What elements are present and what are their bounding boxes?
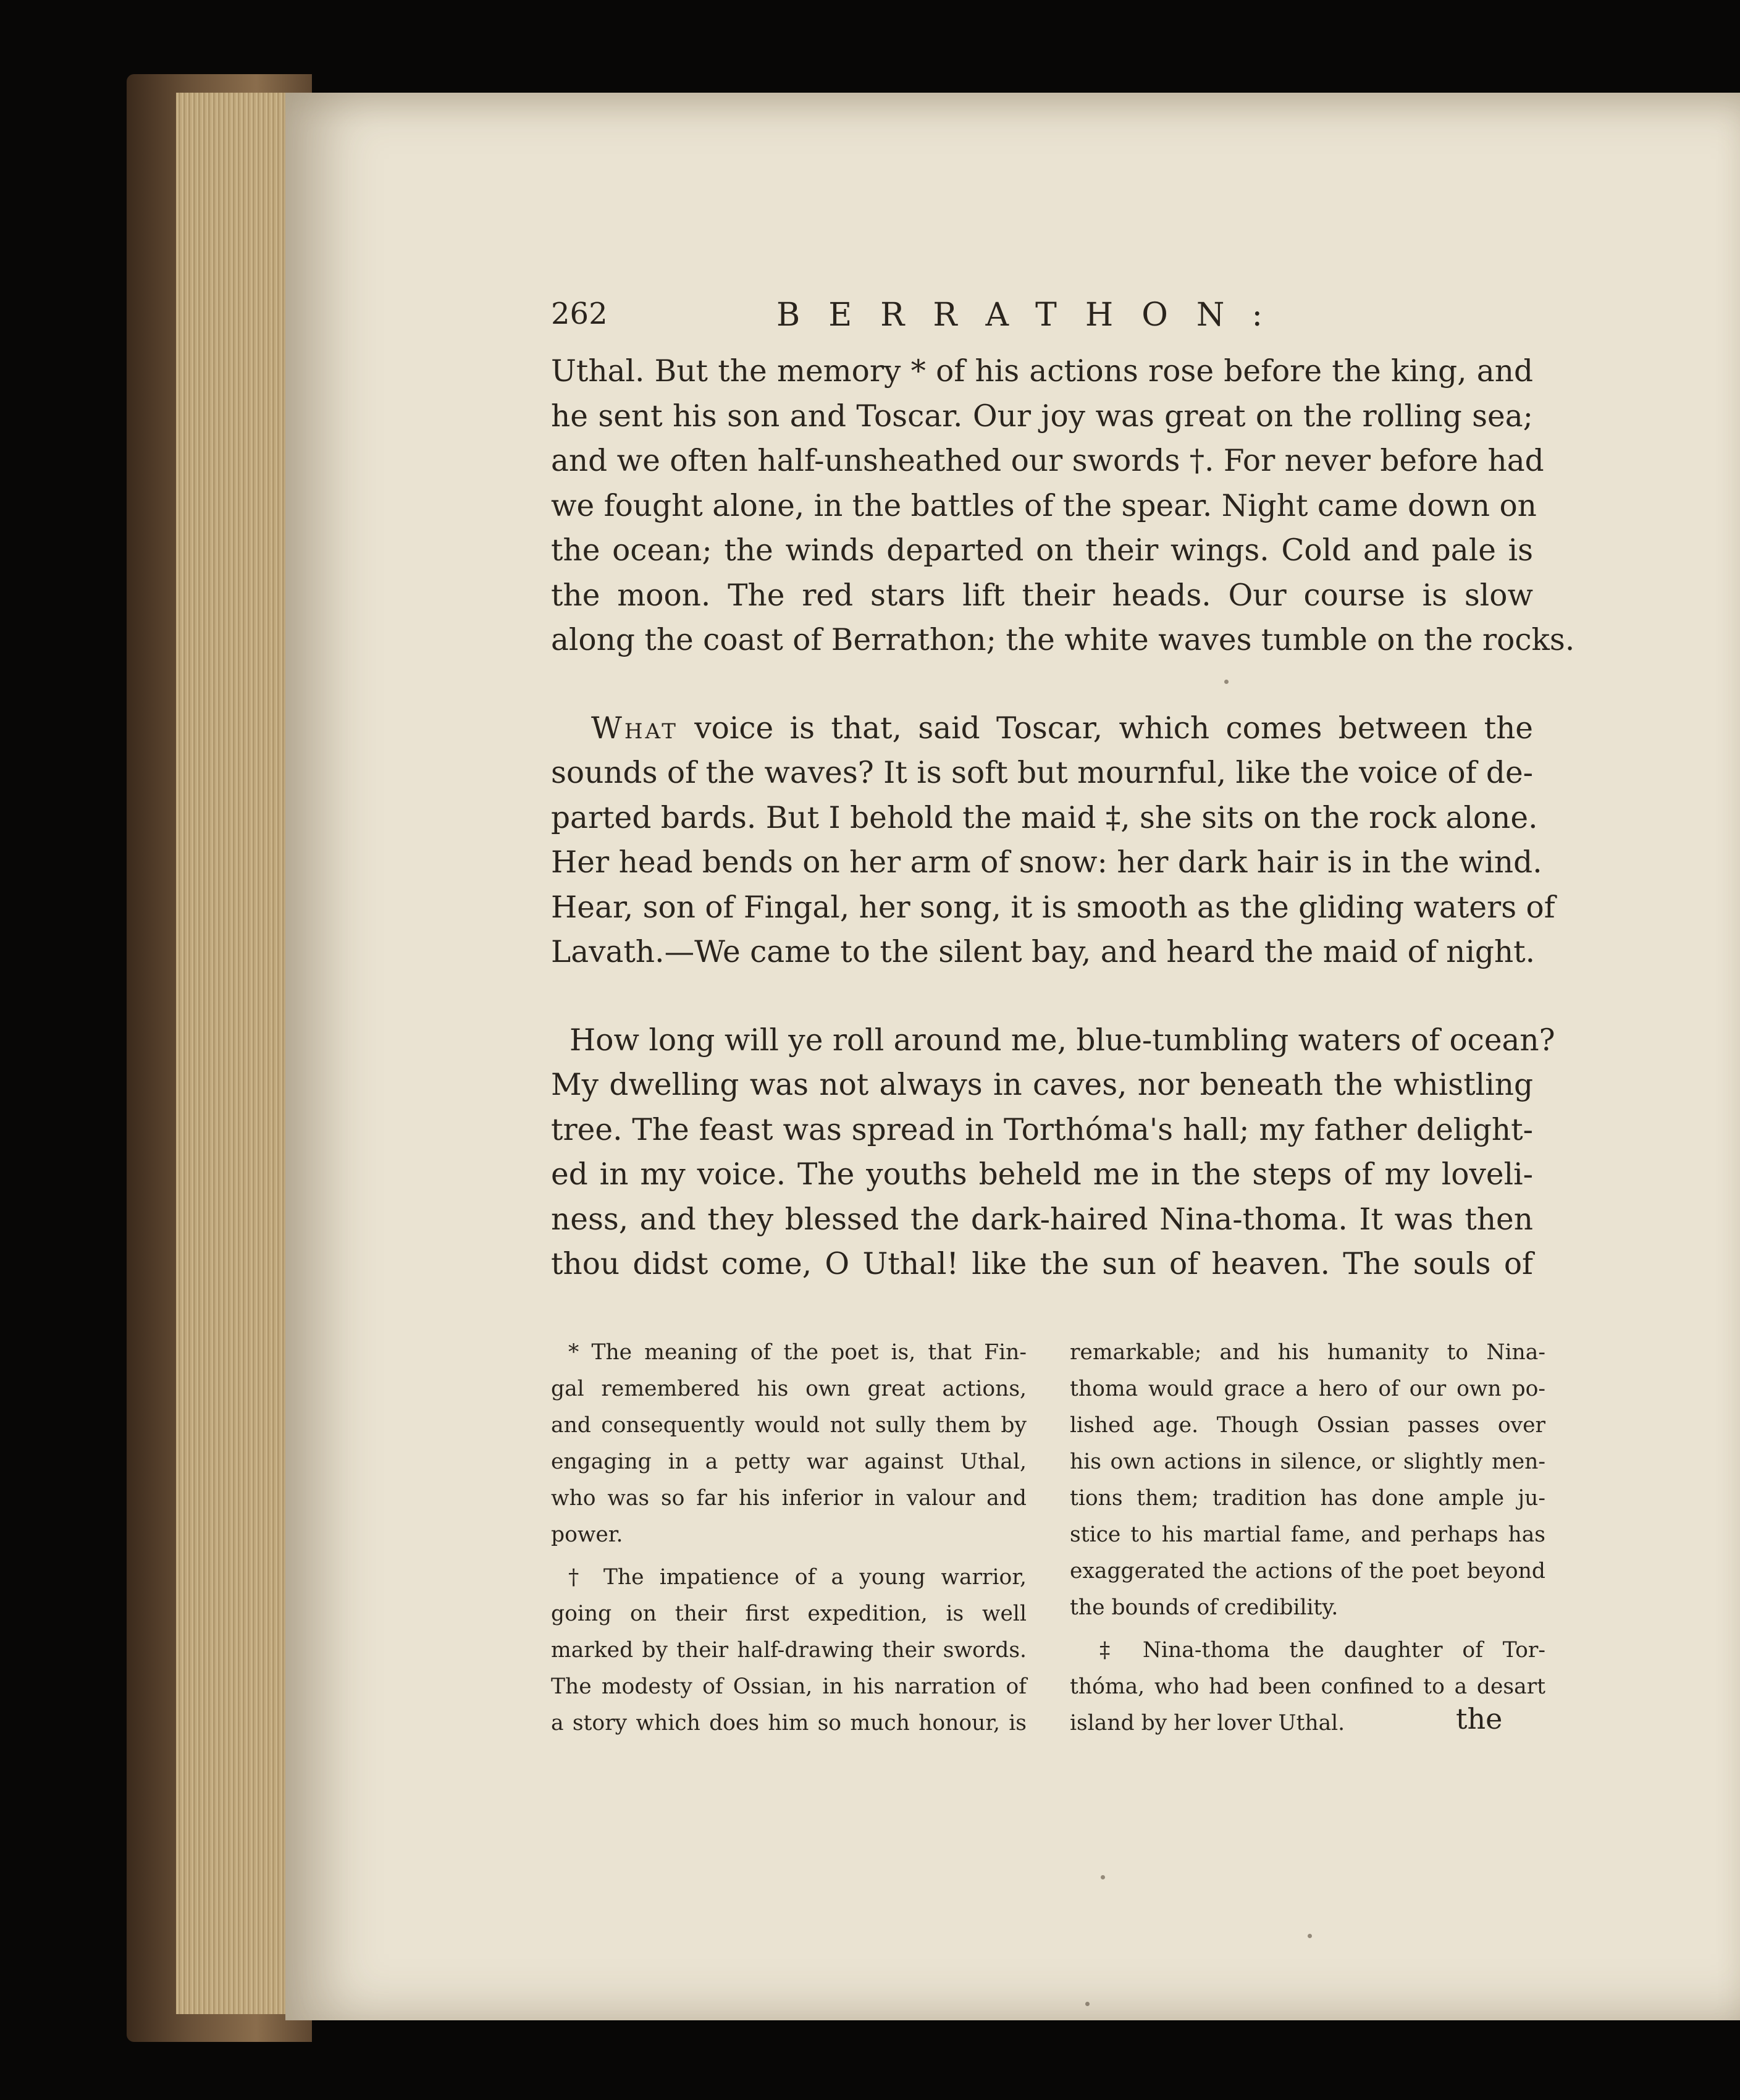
text-line: Her head bends on her arm of snow: her dark hair is in the wind. (551, 845, 1542, 880)
footnote-line: gal remembered his own great actions, (551, 1377, 1027, 1401)
first-line-rest: voice is that, said Toscar, which comes between the (694, 711, 1534, 746)
footnotes-left-column (551, 1335, 1027, 1742)
text-line: the ocean; the winds departed on their wings. Cold and pale is (551, 533, 1533, 568)
footnote-line: ‡ Nina-thoma the daughter of Tor- (1099, 1638, 1545, 1663)
footnote-line: remarkable; and his humanity to Nina- (1070, 1340, 1545, 1365)
text-line: and we often half-unsheathed our swords †. For never before had (551, 444, 1544, 478)
footnote-line: the bounds of credibility. (1070, 1595, 1339, 1620)
footnote-line: † The impatience of a young warrior, (568, 1565, 1027, 1590)
text-line: sounds of the waves? It is soft but mournful, like the voice of de- (551, 756, 1534, 790)
footnote-line: power. (551, 1522, 623, 1547)
text-line: parted bards. But I behold the maid ‡, she sits on the rock alone. (551, 800, 1538, 835)
footnote-line: exaggerated the actions of the poet beyond (1070, 1559, 1545, 1583)
paragraph-2 (551, 706, 1555, 975)
text-line: ness, and they blessed the dark-haired Nina-thoma. It was then (551, 1202, 1533, 1237)
main-text (551, 349, 1575, 1287)
footnote-line: and consequently would not sully them by (551, 1413, 1027, 1438)
text-line: along the coast of Berrathon; the white waves tumble on the rocks. (551, 623, 1575, 657)
footnote-line: island by her lover Uthal. (1070, 1711, 1345, 1735)
text-line: My dwelling was not always in caves, nor beneath the whistling (551, 1068, 1533, 1102)
footnote-line: tions them; tradition has done ample ju- (1070, 1486, 1545, 1511)
text-line: How long will ye roll around me, blue-tumbling waters of ocean? (569, 1023, 1555, 1058)
footnote-line: thóma, who had been confined to a desart (1070, 1674, 1545, 1699)
text-line: Uthal. But the memory * of his actions rose before the king, and (551, 354, 1533, 389)
footnote-line: his own actions in silence, or slightly men- (1070, 1449, 1545, 1474)
text-line: he sent his son and Toscar. Our joy was great on the rolling sea; (551, 398, 1533, 434)
running-head (551, 297, 1570, 334)
book-page (285, 93, 1740, 2020)
catchword: the (1456, 1702, 1503, 1735)
footnote-dagger-continued (1070, 1335, 1545, 1626)
footnote-line: who was so far his inferior in valour and (551, 1486, 1027, 1511)
footnote-line: going on their first expedition, is well (551, 1601, 1027, 1626)
lead-word: What (591, 711, 678, 746)
text-line: Lavath.—We came to the silent bay, and heard the maid of night. (551, 935, 1536, 969)
footnote-line: marked by their half-drawing their swords. (551, 1638, 1027, 1663)
page-number: 262 (551, 297, 608, 331)
paragraph-3 (551, 1018, 1555, 1287)
paragraph-1 (551, 349, 1575, 663)
footnote-line: engaging in a petty war against Uthal, (551, 1449, 1027, 1474)
footnote-line: stice to his martial fame, and perhaps has (1070, 1522, 1545, 1547)
page-block-edge (176, 93, 296, 2014)
footnote-asterisk (551, 1335, 1027, 1553)
text-line: the moon. The red stars lift their heads. Our course is slow (551, 578, 1533, 613)
text-line: tree. The feast was spread in Torthóma's hall; my father delight- (551, 1112, 1533, 1147)
text-line-first (551, 706, 1533, 751)
paper-speck (1085, 2002, 1090, 2006)
footnote-line: lished age. Though Ossian passes over (1070, 1413, 1545, 1438)
footnote-dagger (551, 1559, 1027, 1742)
text-line: thou didst come, O Uthal! like the sun of heaven. The souls of (551, 1247, 1533, 1281)
text-line: ed in my voice. The youths beheld me in the steps of my loveli- (551, 1157, 1533, 1192)
footnote-line: thoma would grace a hero of our own po- (1070, 1377, 1545, 1401)
footnotes-right-column (1070, 1335, 1545, 1742)
paper-speck (1101, 1875, 1105, 1879)
text-line: Hear, son of Fingal, her song, it is smooth as the gliding waters of (551, 890, 1555, 925)
footnote-line: a story which does him so much honour, is (551, 1711, 1027, 1735)
text-line: we fought alone, in the battles of the spear. Night came down on (551, 488, 1537, 523)
paper-speck (1308, 1934, 1312, 1938)
footnote-line: * The meaning of the poet is, that Fin- (568, 1340, 1027, 1365)
running-title: BERRATHON: (776, 297, 1292, 334)
paper-speck (1224, 680, 1229, 684)
footnote-line: The modesty of Ossian, in his narration of (551, 1674, 1027, 1699)
